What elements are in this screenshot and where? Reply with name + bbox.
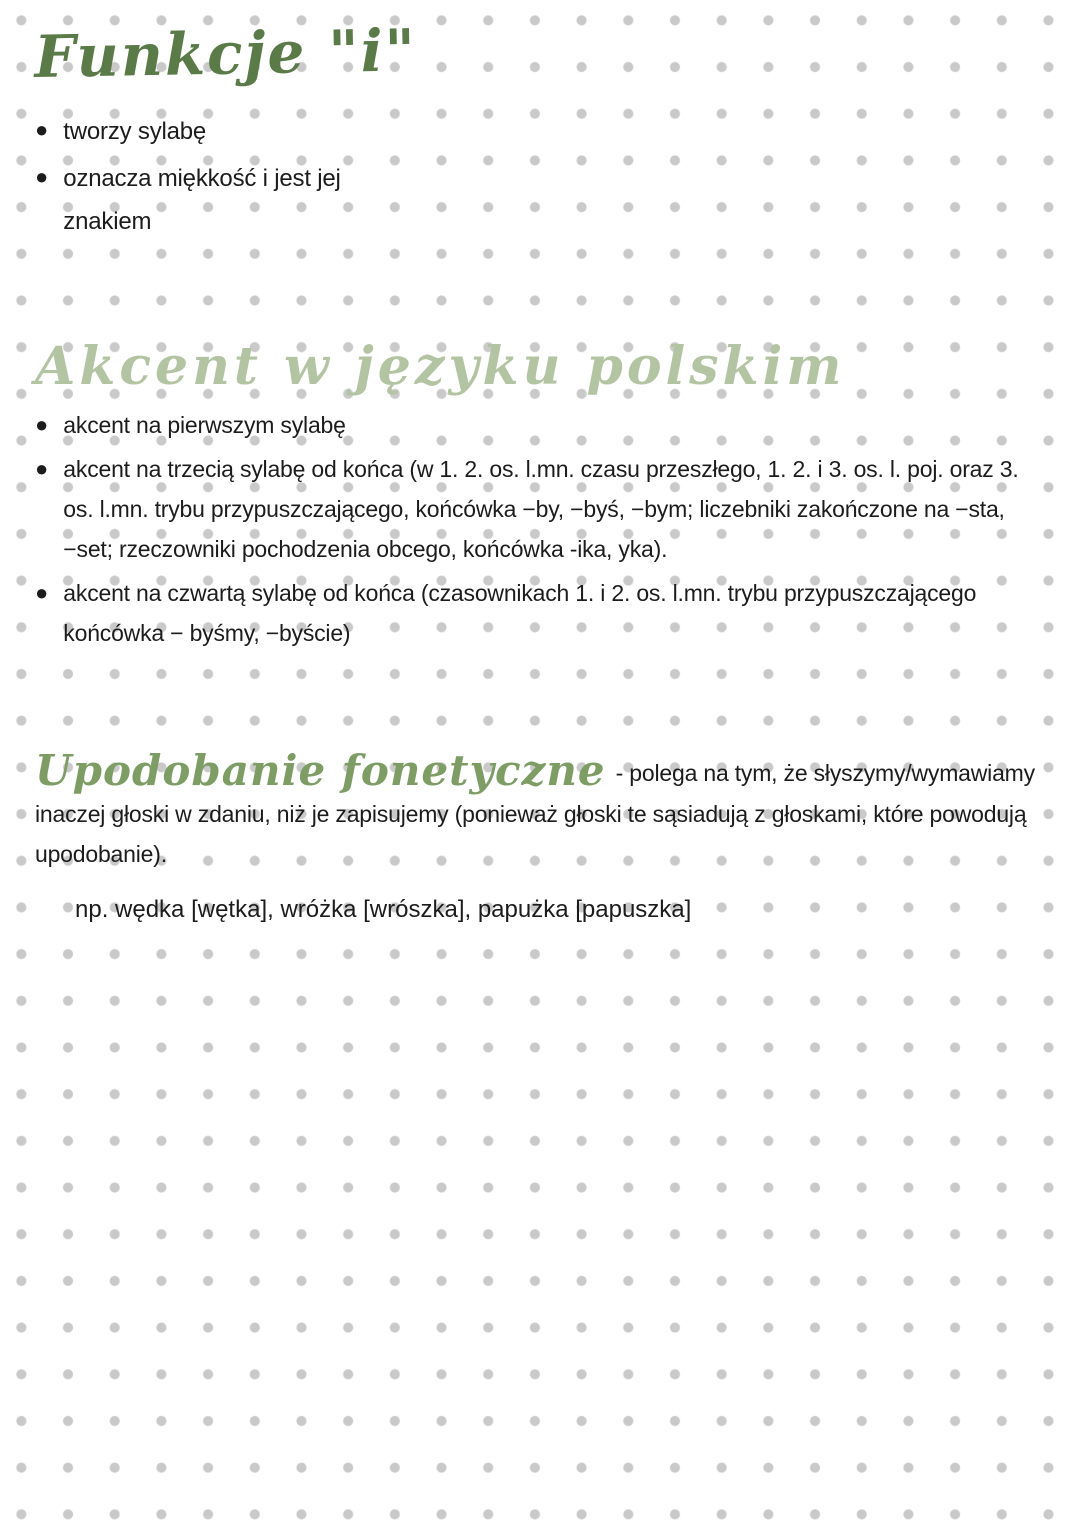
- list-item: [35, 573, 1052, 653]
- funkcje-bullet-list: [35, 110, 1052, 243]
- note-text: akcent na pierwszym sylabę: [63, 412, 346, 439]
- section-funkcje-i: [33, 16, 1052, 247]
- section-title-funkcje-i: Funkcje "i": [33, 16, 418, 91]
- bullet-dot-icon: ●: [35, 116, 49, 142]
- upodobanie-example: np. wędka [wętka], wróżka [wrószka], papużka [papuszka]: [75, 896, 692, 924]
- bullet-dot-icon: ●: [35, 456, 49, 482]
- note-text: oznacza miękkość i jest jej znakiem: [63, 164, 341, 235]
- bullet-dot-icon: ●: [35, 163, 49, 189]
- section-upodobanie: [35, 748, 1052, 930]
- bullet-dot-icon: ●: [35, 412, 49, 438]
- list-item: [35, 449, 1052, 569]
- section-title-upodobanie: Upodobanie fonetyczne: [35, 746, 606, 795]
- note-text: tworzy sylabę: [63, 117, 207, 145]
- note-text: akcent na trzecią sylabę od końca (w 1. 2. os. l.mn. czasu przeszłego, 1. 2. i 3. os. l. poj. oraz 3. os. l.mn. trybu przypuszczającego, końcówka −by, −byś, −bym; liczebniki zakończone na −sta, −set; rzeczowniki pochodzenia obcego, końcówka -ika, yka).: [63, 456, 1019, 563]
- bullet-dot-icon: ●: [35, 580, 49, 606]
- list-item: [35, 110, 1052, 153]
- list-item: [35, 405, 1052, 445]
- note-text: akcent na czwartą sylabę od końca (czasownikach 1. i 2. os. l.mn. trybu przypuszczającego końcówka − byśmy, −byście): [63, 580, 977, 647]
- akcent-bullet-list: [35, 405, 1052, 653]
- upodobanie-description: - polega na tym, że słyszymy/wymawiamy inaczej głoski w zdaniu, niż je zapisujemy (ponieważ głoski te sąsiadują z głoskami, które powodują upodobanie).: [35, 760, 1035, 868]
- section-title-akcent: Akcent w języku polskim: [35, 336, 846, 397]
- upodobanie-paragraph: [35, 748, 1052, 874]
- list-item: [35, 157, 1052, 243]
- section-akcent: [35, 338, 1052, 657]
